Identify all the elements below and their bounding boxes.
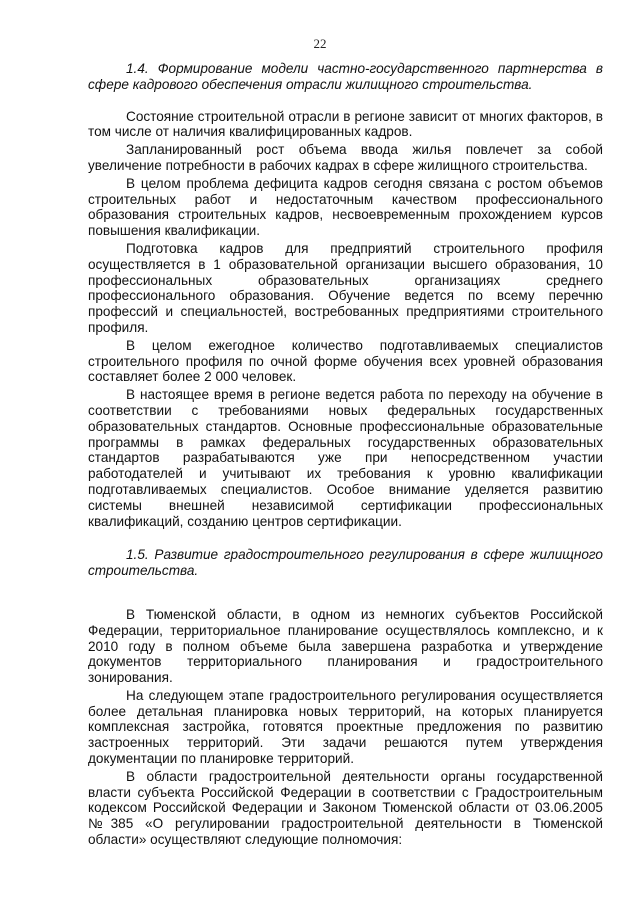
paragraph: В целом проблема дефицита кадров сегодня связана с ростом объемов строительных работ и недостаточным качеством профессионального образования строительных кадров, несвоевременным прохождением курсов повышения квалификации. bbox=[88, 175, 603, 239]
section-heading-1-5: 1.5. Развитие градостроительного регулирования в сфере жилищного строительства. bbox=[88, 547, 603, 579]
section-heading-1-4: 1.4. Формирование модели частно-государственного партнерства в сфере кадрового обеспечения отрасли жилищного строительства. bbox=[88, 61, 603, 92]
document-body bbox=[88, 61, 603, 850]
paragraph: В Тюменской области, в одном из немногих субъектов Российской Федерации, территориальное планирование осуществлялось комплексно, и к 2010 году в полном объеме была завершена разработка и утверждение документов территориального планирования и градостроительного зонирования. bbox=[88, 606, 603, 686]
paragraph: В области градостроительной деятельности органы государственной власти субъекта Российской Федерации в соответствии с Градостроительным кодексом Российской Федерации и Законом Тюменской области от 03.06.2005 №385 «О регулировании градостроительной деятельности в Тюменской области» осуществляют следующие полномочия: bbox=[88, 768, 603, 848]
paragraph: Подготовка кадров для предприятий строительного профиля осуществляется в 1 образовательной организации высшего образования, 10 профессиональных образовательных организациях среднего профессионального образования. Обучение ведется по всему перечню профессий и специальностей, востребованных предприятиями строительного профиля. bbox=[88, 240, 603, 335]
paragraph: Запланированный рост объема ввода жилья повлечет за собой увеличение потребности в рабочих кадрах в сфере жилищного строительства. bbox=[88, 142, 603, 173]
paragraph: В целом ежегодное количество подготавливаемых специалистов строительного профиля по очной форме обучения всех уровней образования составляет более 2 000 человек. bbox=[88, 337, 603, 385]
paragraph: В настоящее время в регионе ведется работа по переходу на обучение в соответствии с требованиями новых федеральных государственных образовательных стандартов. Основные профессиональные образовательные программы в рамках федеральных государственных образовательных стандартов разрабатываются уже при непосредственном участии работодателей и учитывают их требования к уровню квалификации подготавливаемых специалистов. Особое внимание уделяется развитию системы внешней независимой сертификации профессиональных квалификаций, созданию центров сертификации. bbox=[88, 387, 603, 529]
page-number: 22 bbox=[313, 36, 327, 51]
paragraph: Состояние строительной отрасли в регионе зависит от многих факторов, в том числе от наличия квалифицированных кадров. bbox=[88, 108, 603, 140]
paragraph: На следующем этапе градостроительного регулирования осуществляется более детальная планировка новых территорий, на которых планируется комплексная застройка, готовятся проектные предложения по развитию застроенных территорий. Эти задачи решаются путем утверждения документации по планировке территорий. bbox=[88, 687, 603, 767]
